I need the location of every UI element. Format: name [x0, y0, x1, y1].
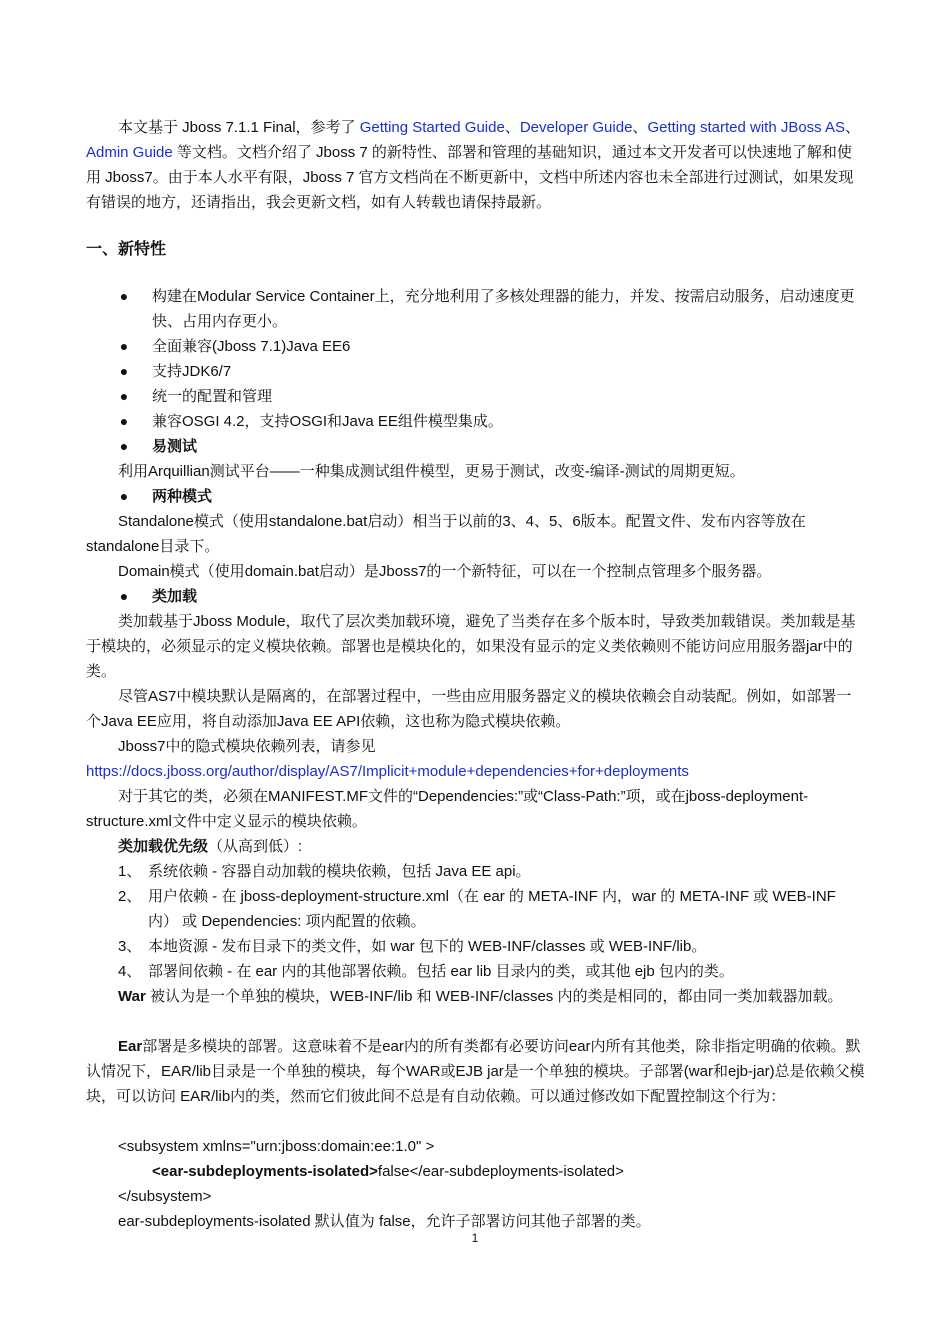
link-getting-started-with-jboss[interactable]: Getting started with JBoss AS — [647, 119, 846, 136]
code-tag-value: false</ear-subdeployments-isolated> — [377, 1163, 624, 1180]
priority-number: 1、 — [118, 863, 142, 880]
priority-note: （从高到低）: — [208, 838, 303, 855]
classloading-paragraph-1: 类加载基于Jboss Module，取代了层次类加载环境，避免了当类存在多个版本时，导致类加载错误。类加载是基于模块的，必须显示的定义模块依赖。部署也是模块化的，如果没有显示的定义类依赖则不能访问应用服务器jar中的类。 — [86, 613, 856, 680]
priority-text: 用户依赖 - 在 jboss-deployment-structure.xml（在 ear 的 META-INF 内，war 的 META-INF 或 WEB-INF 内） 或 Dependencies: 项内配置的依赖。 — [148, 888, 836, 930]
intro-separator: 、 — [632, 119, 648, 136]
priority-text: 系统依赖 - 容器自动加载的模块依赖，包括 Java EE api。 — [148, 863, 531, 880]
bullet-icon: ● — [119, 438, 129, 454]
standalone-text: Standalone模式（使用standalone.bat启动）相当于以前的3、4、5、6版本。配置文件、发布内容等放在standalone目录下。 — [86, 513, 806, 555]
war-text: 被认为是一个单独的模块，WEB-INF/lib 和 WEB-INF/classes 内的类是相同的，都由同一类加载器加载。 — [145, 988, 843, 1005]
bullet-icon: ● — [119, 488, 129, 504]
bullet-text: 统一的配置和管理 — [152, 388, 273, 405]
intro-separator: 、 — [504, 119, 520, 136]
link-getting-started-guide[interactable]: Getting Started Guide — [359, 119, 505, 136]
code-tag-open: <ear-subdeployments-isolated> — [152, 1163, 378, 1180]
intro-suffix: 等文档。文档介绍了 Jboss 7 的新特性、部署和管理的基础知识，通过本文开发者可以快速地了解和使用 Jboss7。由于本人水平有限，Jboss 7 官方文档尚在不断更新中，文档中所述内容也未全部进行过测试，如果发现有错误的地方，还请指出，我会更新文档，如有人转载也请保持最新。 — [86, 144, 854, 211]
final-note: ear-subdeployments-isolated 默认值为 false，允许子部署访问其他子部署的类。 — [118, 1213, 651, 1230]
page-number: 1 — [471, 1231, 479, 1245]
priority-text: 本地资源 - 发布目录下的类文件，如 war 包下的 WEB-INF/classes 或 WEB-INF/lib。 — [148, 938, 707, 955]
bullet-text: 构建在Modular Service Container上，充分地利用了多核处理器的能力，并发、按需启动服务，启动速度更快、占用内存更小。 — [152, 288, 855, 330]
war-paragraph — [86, 984, 865, 1009]
ear-text: 部署是多模块的部署。这意味着不是ear内的所有类都有必要访问ear内所有其他类，除非指定明确的依赖。默认情况下，EAR/lib目录是一个单独的模块，每个WAR或EJB jar是一个单独的模块。子部署(war和ejb-jar)总是依赖父模块，可以访问 EAR/lib内的类，然而它们彼此间不总是有自动依赖。可以通过修改如下配置控制这个行为： — [86, 1038, 865, 1105]
section-heading: 一、新特性 — [86, 241, 167, 258]
testing-text: 利用Arquillian测试平台——一种集成测试组件模型，更易于测试，改变-编译-测试的周期更短。 — [118, 463, 745, 480]
priority-number: 3、 — [118, 938, 142, 955]
code-isolated-line — [152, 1159, 931, 1184]
priority-title: 类加载优先级 — [118, 838, 209, 855]
ear-paragraph — [86, 1034, 865, 1109]
code-subsystem-close: </subsystem> — [118, 1188, 212, 1205]
classloading-paragraph-2: 尽管AS7中模块默认是隔离的，在部署过程中，一些由应用服务器定义的模块依赖会自动装配。例如，如部署一个Java EE应用，将自动添加Java EE API依赖，这也称为隐式模块依赖。 — [86, 688, 852, 730]
bullet-text: 兼容OSGI 4.2，支持OSGI和Java EE组件模型集成。 — [152, 413, 503, 430]
bullet-icon: ● — [119, 338, 129, 354]
priority-text: 部署间依赖 - 在 ear 内的其他部署依赖。包括 ear lib 目录内的类，或其他 ejb 包内的类。 — [148, 963, 734, 980]
priority-number: 4、 — [118, 963, 142, 980]
priority-number: 2、 — [118, 888, 142, 905]
classloading-paragraph-4: 对于其它的类，必须在MANIFEST.MF文件的“Dependencies:”或“Class-Path:”项，或在jboss-deployment-structure.xml文件中定义显示的模块依赖。 — [86, 788, 809, 830]
classloading-paragraph-3: Jboss7中的隐式模块依赖列表，请参见 — [118, 738, 376, 755]
bullet-icon: ● — [119, 388, 129, 404]
bullet-icon: ● — [119, 588, 129, 604]
intro-separator: 、 — [845, 119, 861, 136]
code-subsystem-open: <subsystem xmlns="urn:jboss:domain:ee:1.0" > — [118, 1138, 435, 1155]
intro-prefix: 本文基于 Jboss 7.1.1 Final，参考了 — [118, 119, 360, 136]
domain-text: Domain模式（使用domain.bat启动）是Jboss7的一个新特征，可以在一个控制点管理多个服务器。 — [118, 563, 772, 580]
intro-paragraph — [86, 115, 865, 215]
link-admin-guide[interactable]: Admin Guide — [86, 144, 173, 161]
bullet-icon: ● — [119, 413, 129, 429]
testing-title: 易测试 — [152, 438, 198, 455]
implicit-deps-link[interactable]: https://docs.jboss.org/author/display/AS7/Implicit+module+dependencies+for+deployments — [86, 763, 689, 780]
bullet-icon: ● — [119, 288, 129, 304]
priority-heading — [118, 834, 865, 859]
classloading-title: 类加载 — [152, 588, 198, 605]
war-label: War — [118, 988, 146, 1005]
bullet-text: 全面兼容(Jboss 7.1)Java EE6 — [152, 338, 351, 355]
bullet-text: 支持JDK6/7 — [152, 363, 232, 380]
modes-title: 两种模式 — [152, 488, 213, 505]
ear-label: Ear — [118, 1038, 143, 1055]
link-developer-guide[interactable]: Developer Guide — [519, 119, 633, 136]
bullet-icon: ● — [119, 363, 129, 379]
